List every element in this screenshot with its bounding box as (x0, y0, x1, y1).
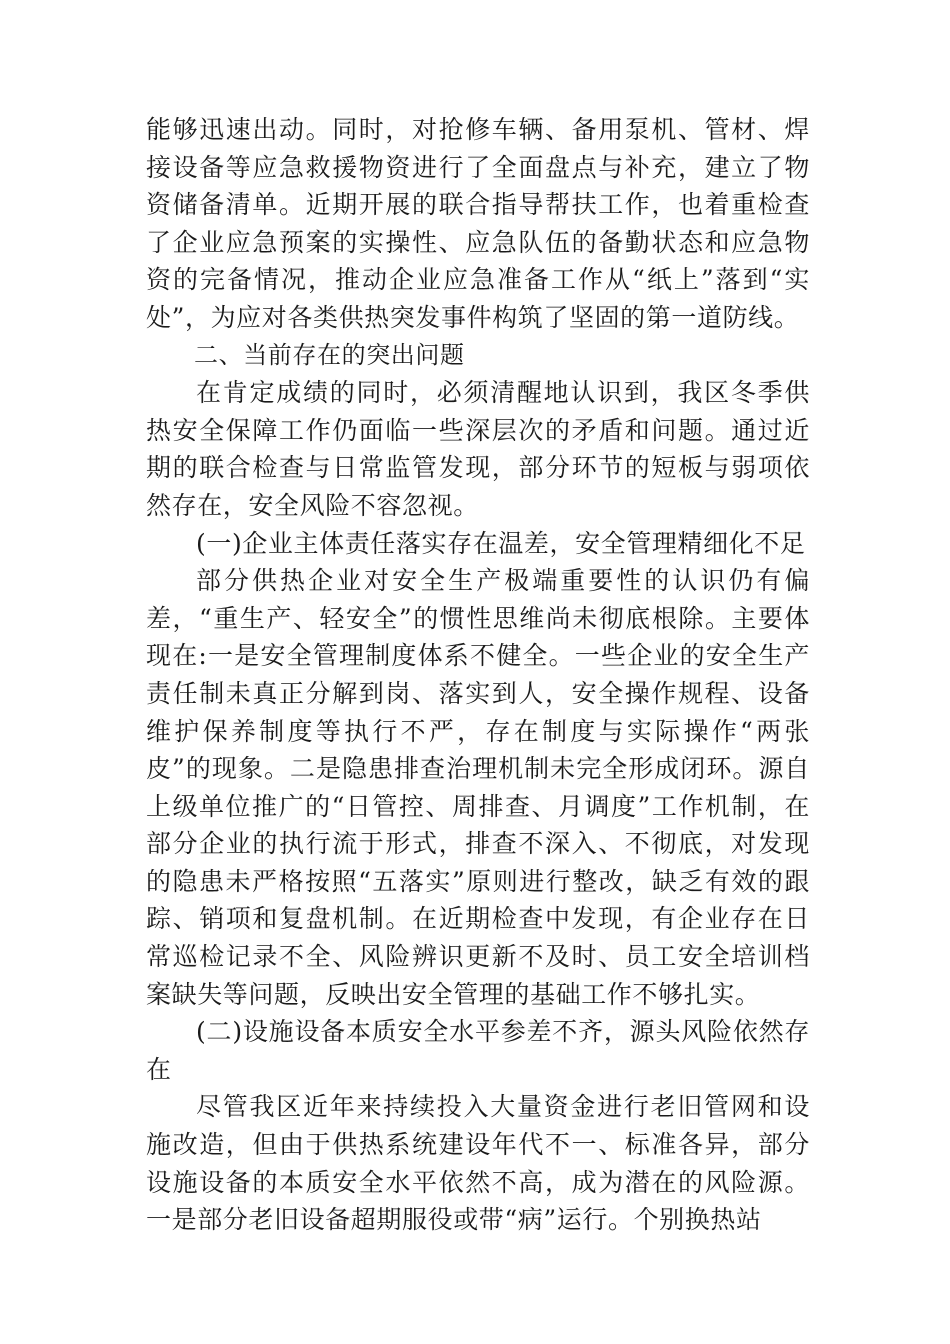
body-paragraph: 在肯定成绩的同时，必须清醒地认识到，我区冬季供热安全保障工作仍面临一些深层次的矛盾和问题。通过近期的联合检查与日常监管发现，部分环节的短板与弱项依然存在，安全风险不容忽视。 (146, 378, 810, 520)
subsection-heading: (二)设施设备本质安全水平参差不齐，源头风险依然存在 (146, 1017, 810, 1084)
body-paragraph-continuation: 能够迅速出动。同时，对抢修车辆、备用泵机、管材、焊接设备等应急救援物资进行了全面盘点与补充，建立了物资储备清单。近期开展的联合指导帮扶工作，也着重检查了企业应急预案的实操性、应急队伍的备勤状态和应急物资的完备情况，推动企业应急准备工作从“纸上”落到“实处”，为应对各类供热突发事件构筑了坚固的第一道防线。 (146, 115, 810, 332)
body-paragraph: 尽管我区近年来持续投入大量资金进行老旧管网和设施改造，但由于供热系统建设年代不一、标准各异，部分设施设备的本质安全水平依然不高，成为潜在的风险源。一是部分老旧设备超期服役或带“病”运行。个别换热站 (146, 1092, 810, 1235)
document-body (146, 111, 810, 1239)
subsection-heading: (一)企业主体责任落实存在温差，安全管理精细化不足 (196, 528, 806, 558)
body-paragraph: 部分供热企业对安全生产极端重要性的认识仍有偏差，“重生产、轻安全”的惯性思维尚未彻底根除。主要体现在:一是安全管理制度体系不健全。一些企业的安全生产责任制未真正分解到岗、落实到人，安全操作规程、设备维护保养制度等执行不严，存在制度与实际操作“两张皮”的现象。二是隐患排查治理机制未完全形成闭环。源自上级单位推广的“日管控、周排查、月调度”工作机制，在部分企业的执行流于形式，排查不深入、不彻底，对发现的隐患未严格按照“五落实”原则进行整改，缺乏有效的跟踪、销项和复盘机制。在近期检查中发现，有企业存在日常巡检记录不全、风险辨识更新不及时、员工安全培训档案缺失等问题，反映出安全管理的基础工作不够扎实。 (146, 566, 810, 1009)
section-heading: 二、当前存在的突出问题 (194, 340, 465, 369)
